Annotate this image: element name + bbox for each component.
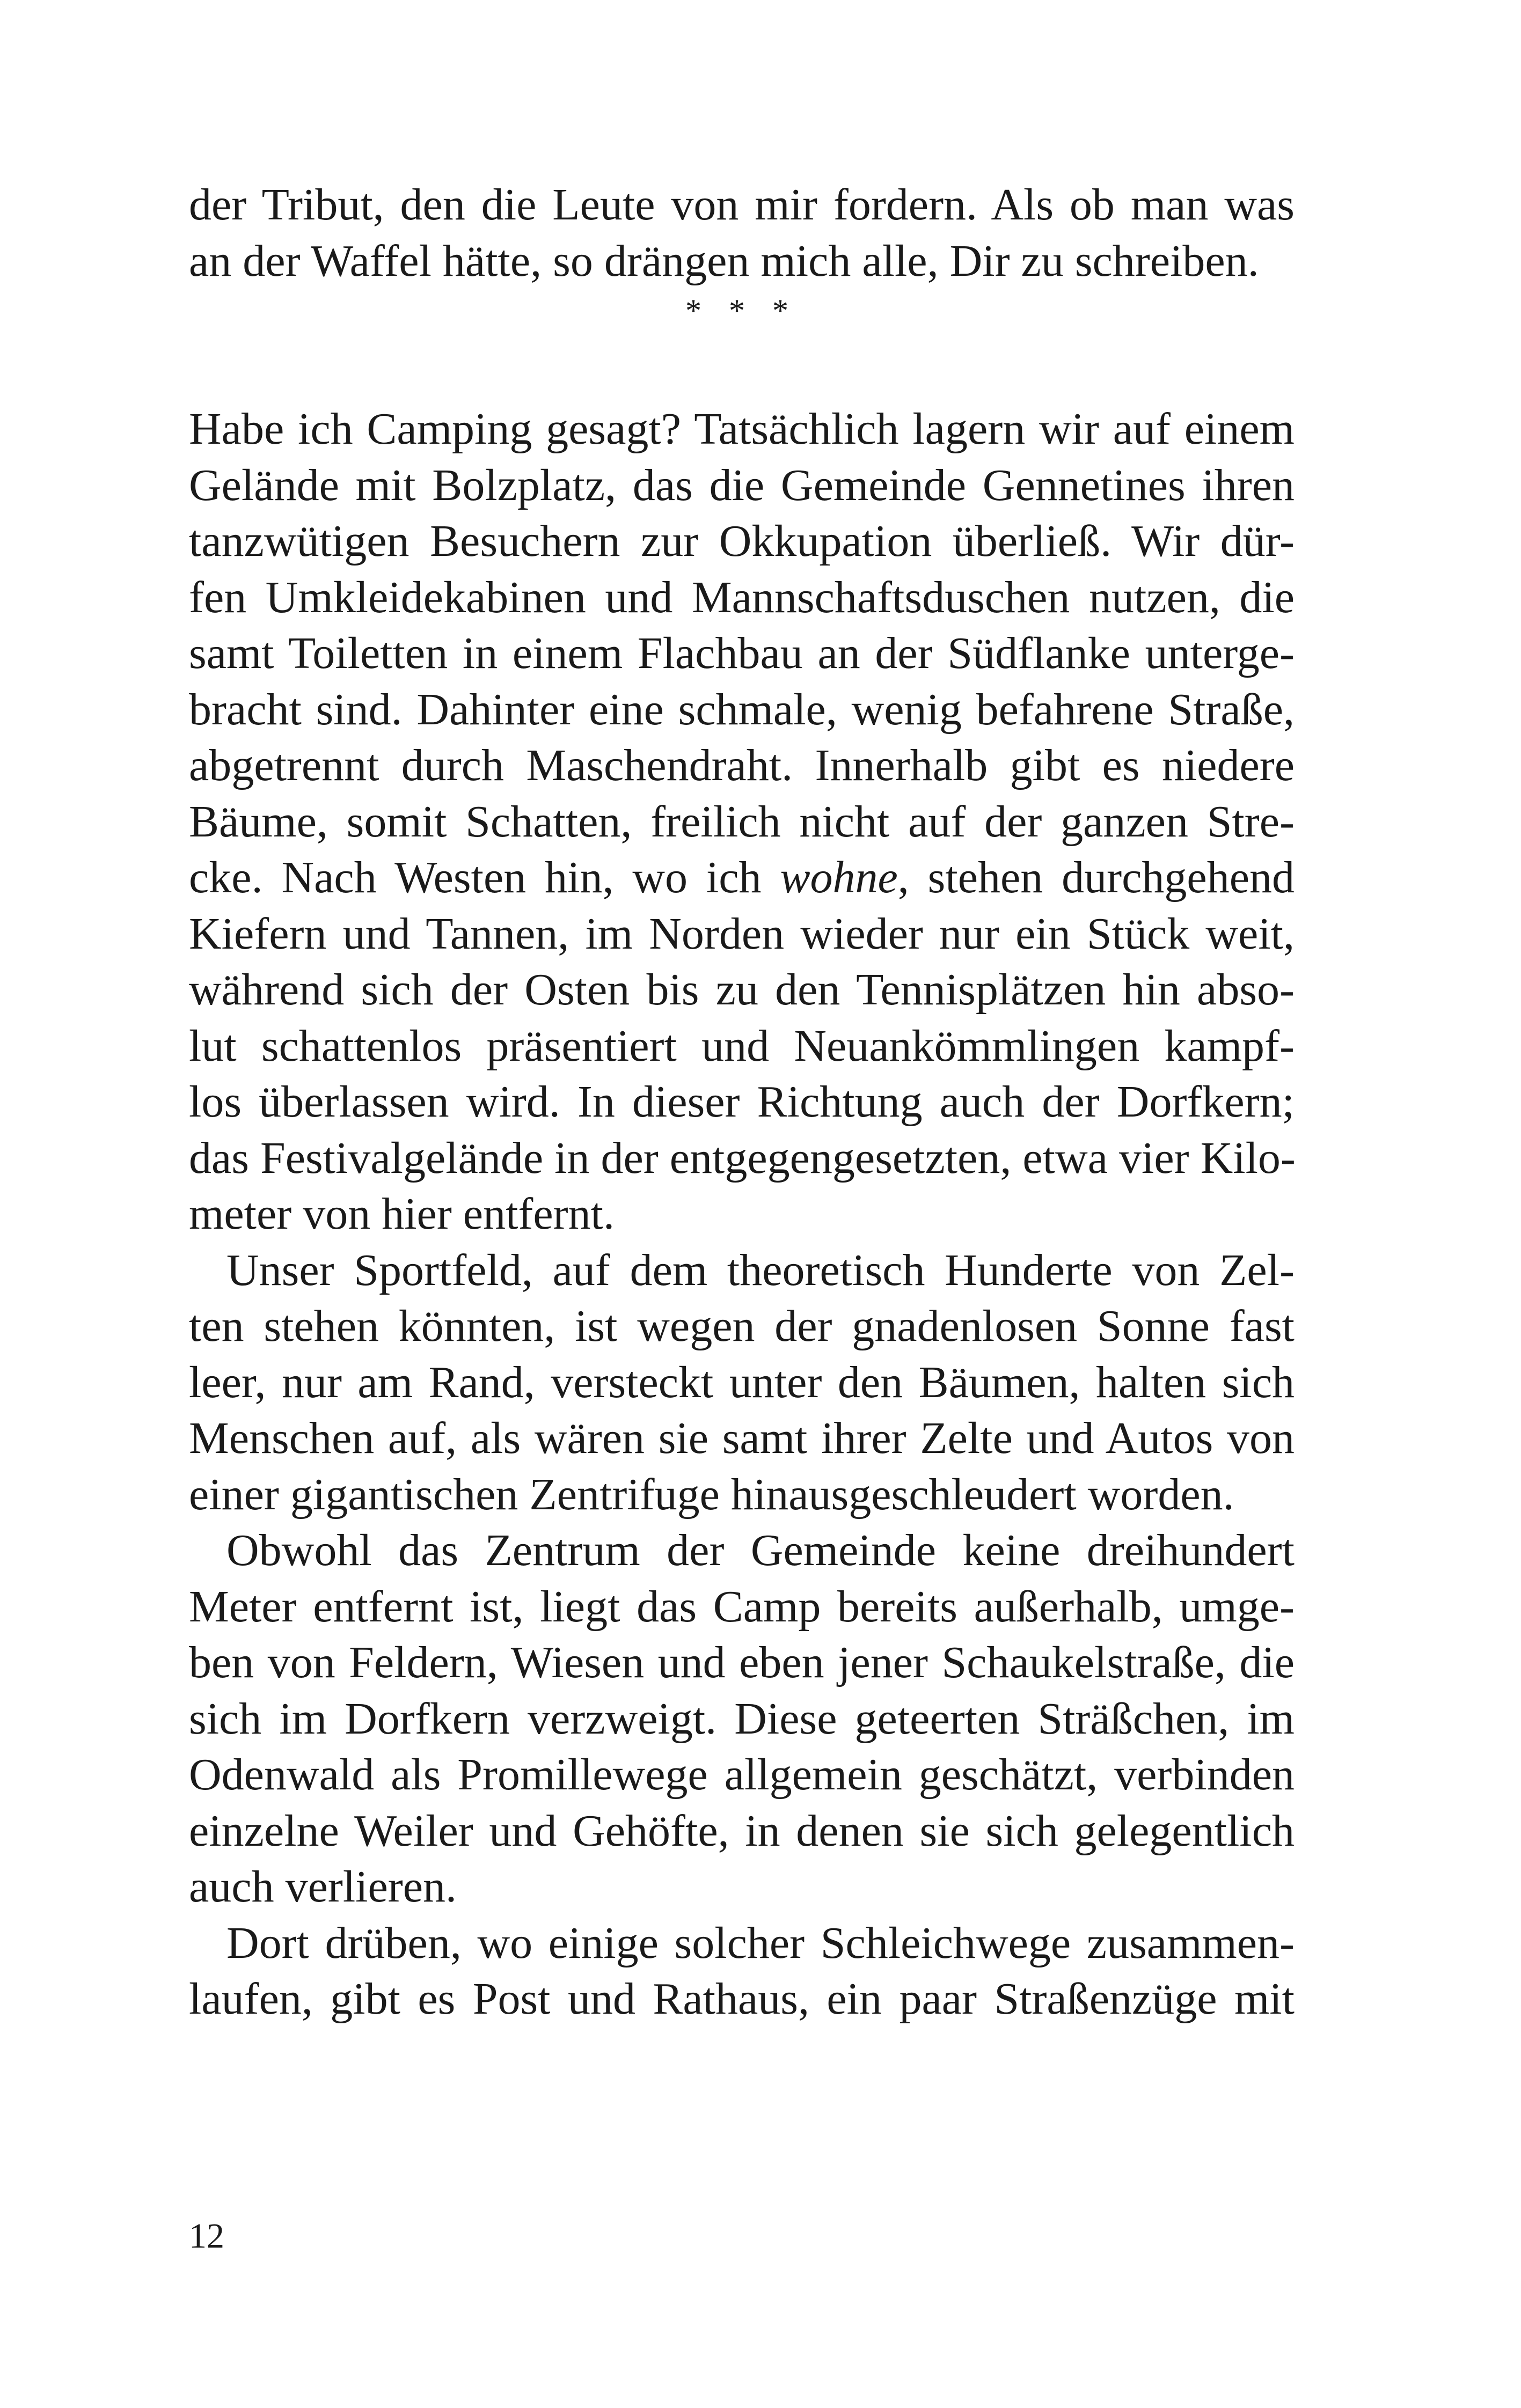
text-line: Obwohl das Zentrum der Gemeinde keine dreihundert	[226, 1525, 1295, 1575]
text-line: während sich der Osten bis zu den Tennisplätzen hin abso-	[189, 965, 1295, 1015]
text-line: Unser Sportfeld, auf dem theoretisch Hunderte von Zel-	[226, 1245, 1295, 1295]
text-line: an der Waffel hätte, so drängen mich alle, Dir zu schreiben.	[189, 236, 1259, 286]
body-text	[189, 177, 1295, 2028]
text-line: Menschen auf, als wären sie samt ihrer Zelte und Autos von	[189, 1413, 1295, 1463]
text-line: einzelne Weiler und Gehöfte, in denen sie sich gelegentlich	[189, 1805, 1295, 1856]
text-line: ben von Feldern, Wiesen und eben jener Schaukelstraße, die	[189, 1638, 1295, 1687]
text-line: fen Umkleidekabinen und Mannschaftsduschen nutzen, die	[189, 572, 1295, 622]
text-segment: , stehen durchgehend	[897, 853, 1295, 902]
text-line: tanzwütigen Besuchern zur Okkupation überließ. Wir dür-	[189, 516, 1295, 566]
text-line: lut schattenlos präsentiert und Neuankömmlingen kampf-	[189, 1021, 1295, 1071]
text-line: sich im Dorfkern verzweigt. Diese geteerten Sträßchen, im	[189, 1693, 1295, 1744]
emphasis-text: wohne	[780, 853, 898, 902]
page-number: 12	[189, 2216, 224, 2256]
text-line	[189, 850, 1295, 906]
text-line: einer gigantischen Zentrifuge hinausgeschleudert worden.	[189, 1469, 1234, 1519]
text-line: Bäume, somit Schatten, freilich nicht auf der ganzen Stre-	[189, 796, 1295, 847]
text-line: ten stehen könnten, ist wegen der gnadenlosen Sonne fast	[189, 1301, 1295, 1351]
text-line: leer, nur am Rand, versteckt unter den Bäumen, halten sich	[189, 1357, 1295, 1407]
text-line: Dort drüben, wo einige solcher Schleichwege zusammen-	[226, 1918, 1295, 1968]
text-line: Habe ich Camping gesagt? Tatsächlich lagern wir auf einem	[189, 404, 1295, 454]
text-line: laufen, gibt es Post und Rathaus, ein paar Straßenzüge mit	[189, 1974, 1295, 2024]
text-line: Gelände mit Bolzplatz, das die Gemeinde Gennetines ihren	[189, 460, 1295, 510]
text-line: los überlassen wird. In dieser Richtung auch der Dorfkern;	[189, 1077, 1295, 1127]
text-line: Kiefern und Tannen, im Norden wieder nur ein Stück weit,	[189, 908, 1295, 959]
text-line: Meter entfernt ist, liegt das Camp bereits außerhalb, umge-	[189, 1581, 1295, 1632]
text-line: bracht sind. Dahinter eine schmale, wenig befahrene Straße,	[189, 684, 1295, 735]
text-line: Odenwald als Promillewege allgemein geschätzt, verbinden	[189, 1750, 1295, 1800]
text-segment: cke. Nach Westen hin, wo ich	[189, 853, 780, 902]
text-line: das Festivalgelände in der entgegengesetzten, etwa vier Kilo-	[189, 1133, 1296, 1183]
text-line: auch verlieren.	[189, 1862, 457, 1912]
text-line: samt Toiletten in einem Flachbau an der Südflanke unterge-	[189, 628, 1295, 678]
text-line: der Tribut, den die Leute von mir fordern. Als ob man was	[189, 180, 1295, 230]
text-line: meter von hier entfernt.	[189, 1189, 615, 1239]
text-line: abgetrennt durch Maschendraht. Innerhalb gibt es niedere	[189, 740, 1295, 790]
section-separator: * * *	[685, 293, 798, 328]
